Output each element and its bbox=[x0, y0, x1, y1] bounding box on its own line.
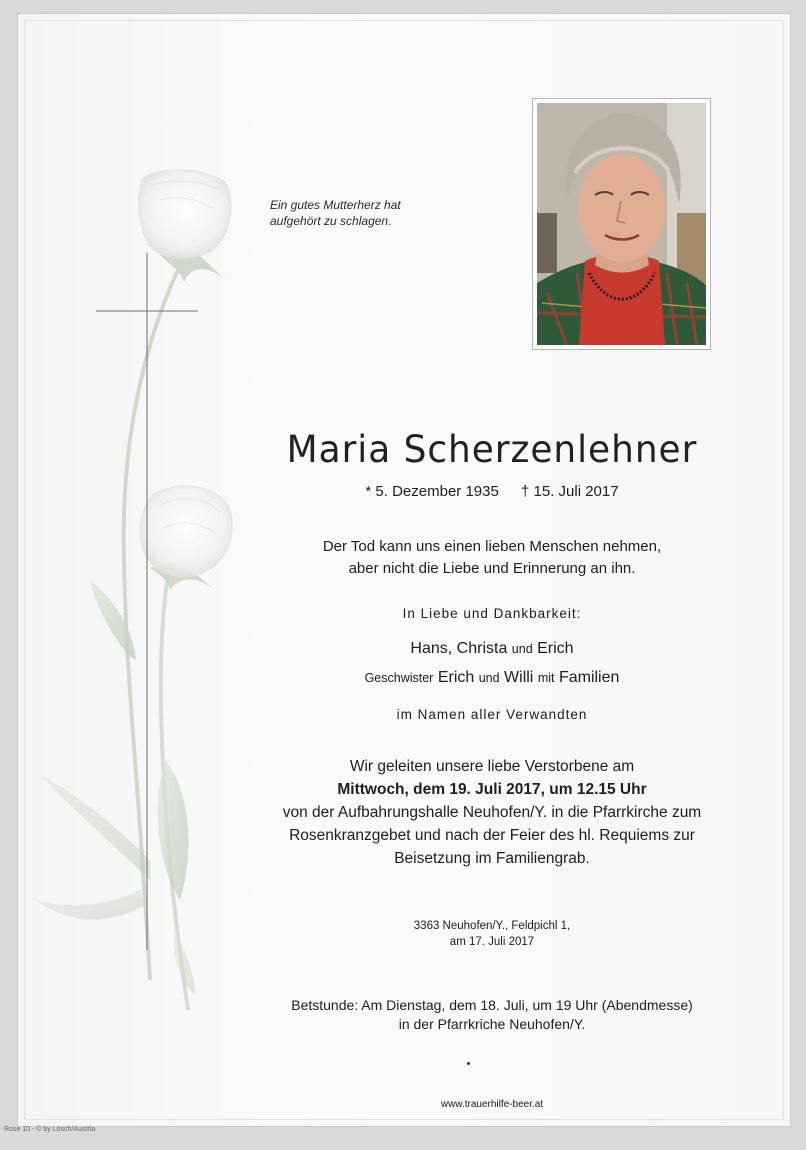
siblings-and: und bbox=[478, 671, 500, 685]
deceased-name: Maria Scherzenlehner bbox=[286, 428, 698, 471]
mourners-children: Hans, Christa bbox=[410, 640, 508, 657]
place-line-1: 3363 Neuhofen/Y., Feldpichl 1, bbox=[413, 920, 571, 932]
place-line-2: am 17. Juli 2017 bbox=[449, 936, 535, 948]
prayer-line-1: Betstunde: Am Dienstag, dem 18. Juli, um 19 Uhr (Abendmesse) bbox=[291, 997, 693, 1013]
funeral-announcement bbox=[200, 755, 784, 870]
mourners-line-2 bbox=[200, 669, 784, 687]
memorial-quote bbox=[200, 536, 784, 580]
siblings-with: mit bbox=[537, 671, 555, 685]
funeral-line-1: Wir geleiten unsere liebe Verstorbene am bbox=[349, 758, 635, 775]
sibling-willi: Willi bbox=[504, 669, 534, 686]
quote-line-1: Der Tod kann uns einen lieben Menschen nehmen, bbox=[322, 538, 662, 555]
mourners-erich: Erich bbox=[537, 640, 574, 657]
leaf-1 bbox=[90, 580, 136, 660]
deceased-photo bbox=[532, 98, 711, 350]
leaf-4 bbox=[35, 890, 145, 919]
funeral-line-4: Rosenkranzgebet und nach der Feier des hl. Requiems zur bbox=[289, 827, 695, 844]
leaf-3 bbox=[40, 775, 150, 880]
motto-line-2: aufgehört zu schlagen. bbox=[270, 214, 392, 228]
place-date bbox=[200, 918, 784, 950]
mourners-and: und bbox=[511, 642, 533, 656]
funeral-line-5: Beisetzung im Familiengrab. bbox=[394, 850, 590, 867]
life-dates bbox=[200, 483, 784, 500]
rose-upper bbox=[139, 170, 231, 258]
footer-credit: Rose 10 - © by Lösch/Austria bbox=[4, 1126, 96, 1133]
website-link[interactable]: www.trauerhilfe-beer.at bbox=[440, 1099, 544, 1110]
sibling-erich: Erich bbox=[437, 669, 475, 686]
separator-dot bbox=[467, 1062, 470, 1065]
funeral-date: Mittwoch, dem 19. Juli 2017, um 12.15 Uhr bbox=[337, 781, 647, 798]
mourners-line-1 bbox=[200, 640, 784, 658]
mourners-heading: In Liebe und Dankbarkeit: bbox=[402, 606, 582, 621]
prayer-hour bbox=[200, 996, 784, 1034]
siblings-label: Geschwister bbox=[364, 671, 434, 685]
leaf-2 bbox=[158, 760, 189, 900]
relatives-line: im Namen aller Verwandten bbox=[396, 707, 588, 722]
portrait-image bbox=[537, 103, 706, 345]
motto bbox=[270, 197, 450, 229]
prayer-line-2: in der Pfarrkriche Neuhofen/Y. bbox=[398, 1016, 586, 1032]
motto-line-1: Ein gutes Mutterherz hat bbox=[270, 198, 401, 212]
funeral-line-3: von der Aufbahrungshalle Neuhofen/Y. in die Pfarrkirche zum bbox=[282, 804, 702, 821]
death-date: † 15. Juli 2017 bbox=[521, 483, 619, 500]
quote-line-2: aber nicht die Liebe und Erinnerung an ihn. bbox=[348, 560, 636, 577]
siblings-families: Familien bbox=[558, 669, 620, 686]
birth-date: * 5. Dezember 1935 bbox=[365, 483, 499, 500]
